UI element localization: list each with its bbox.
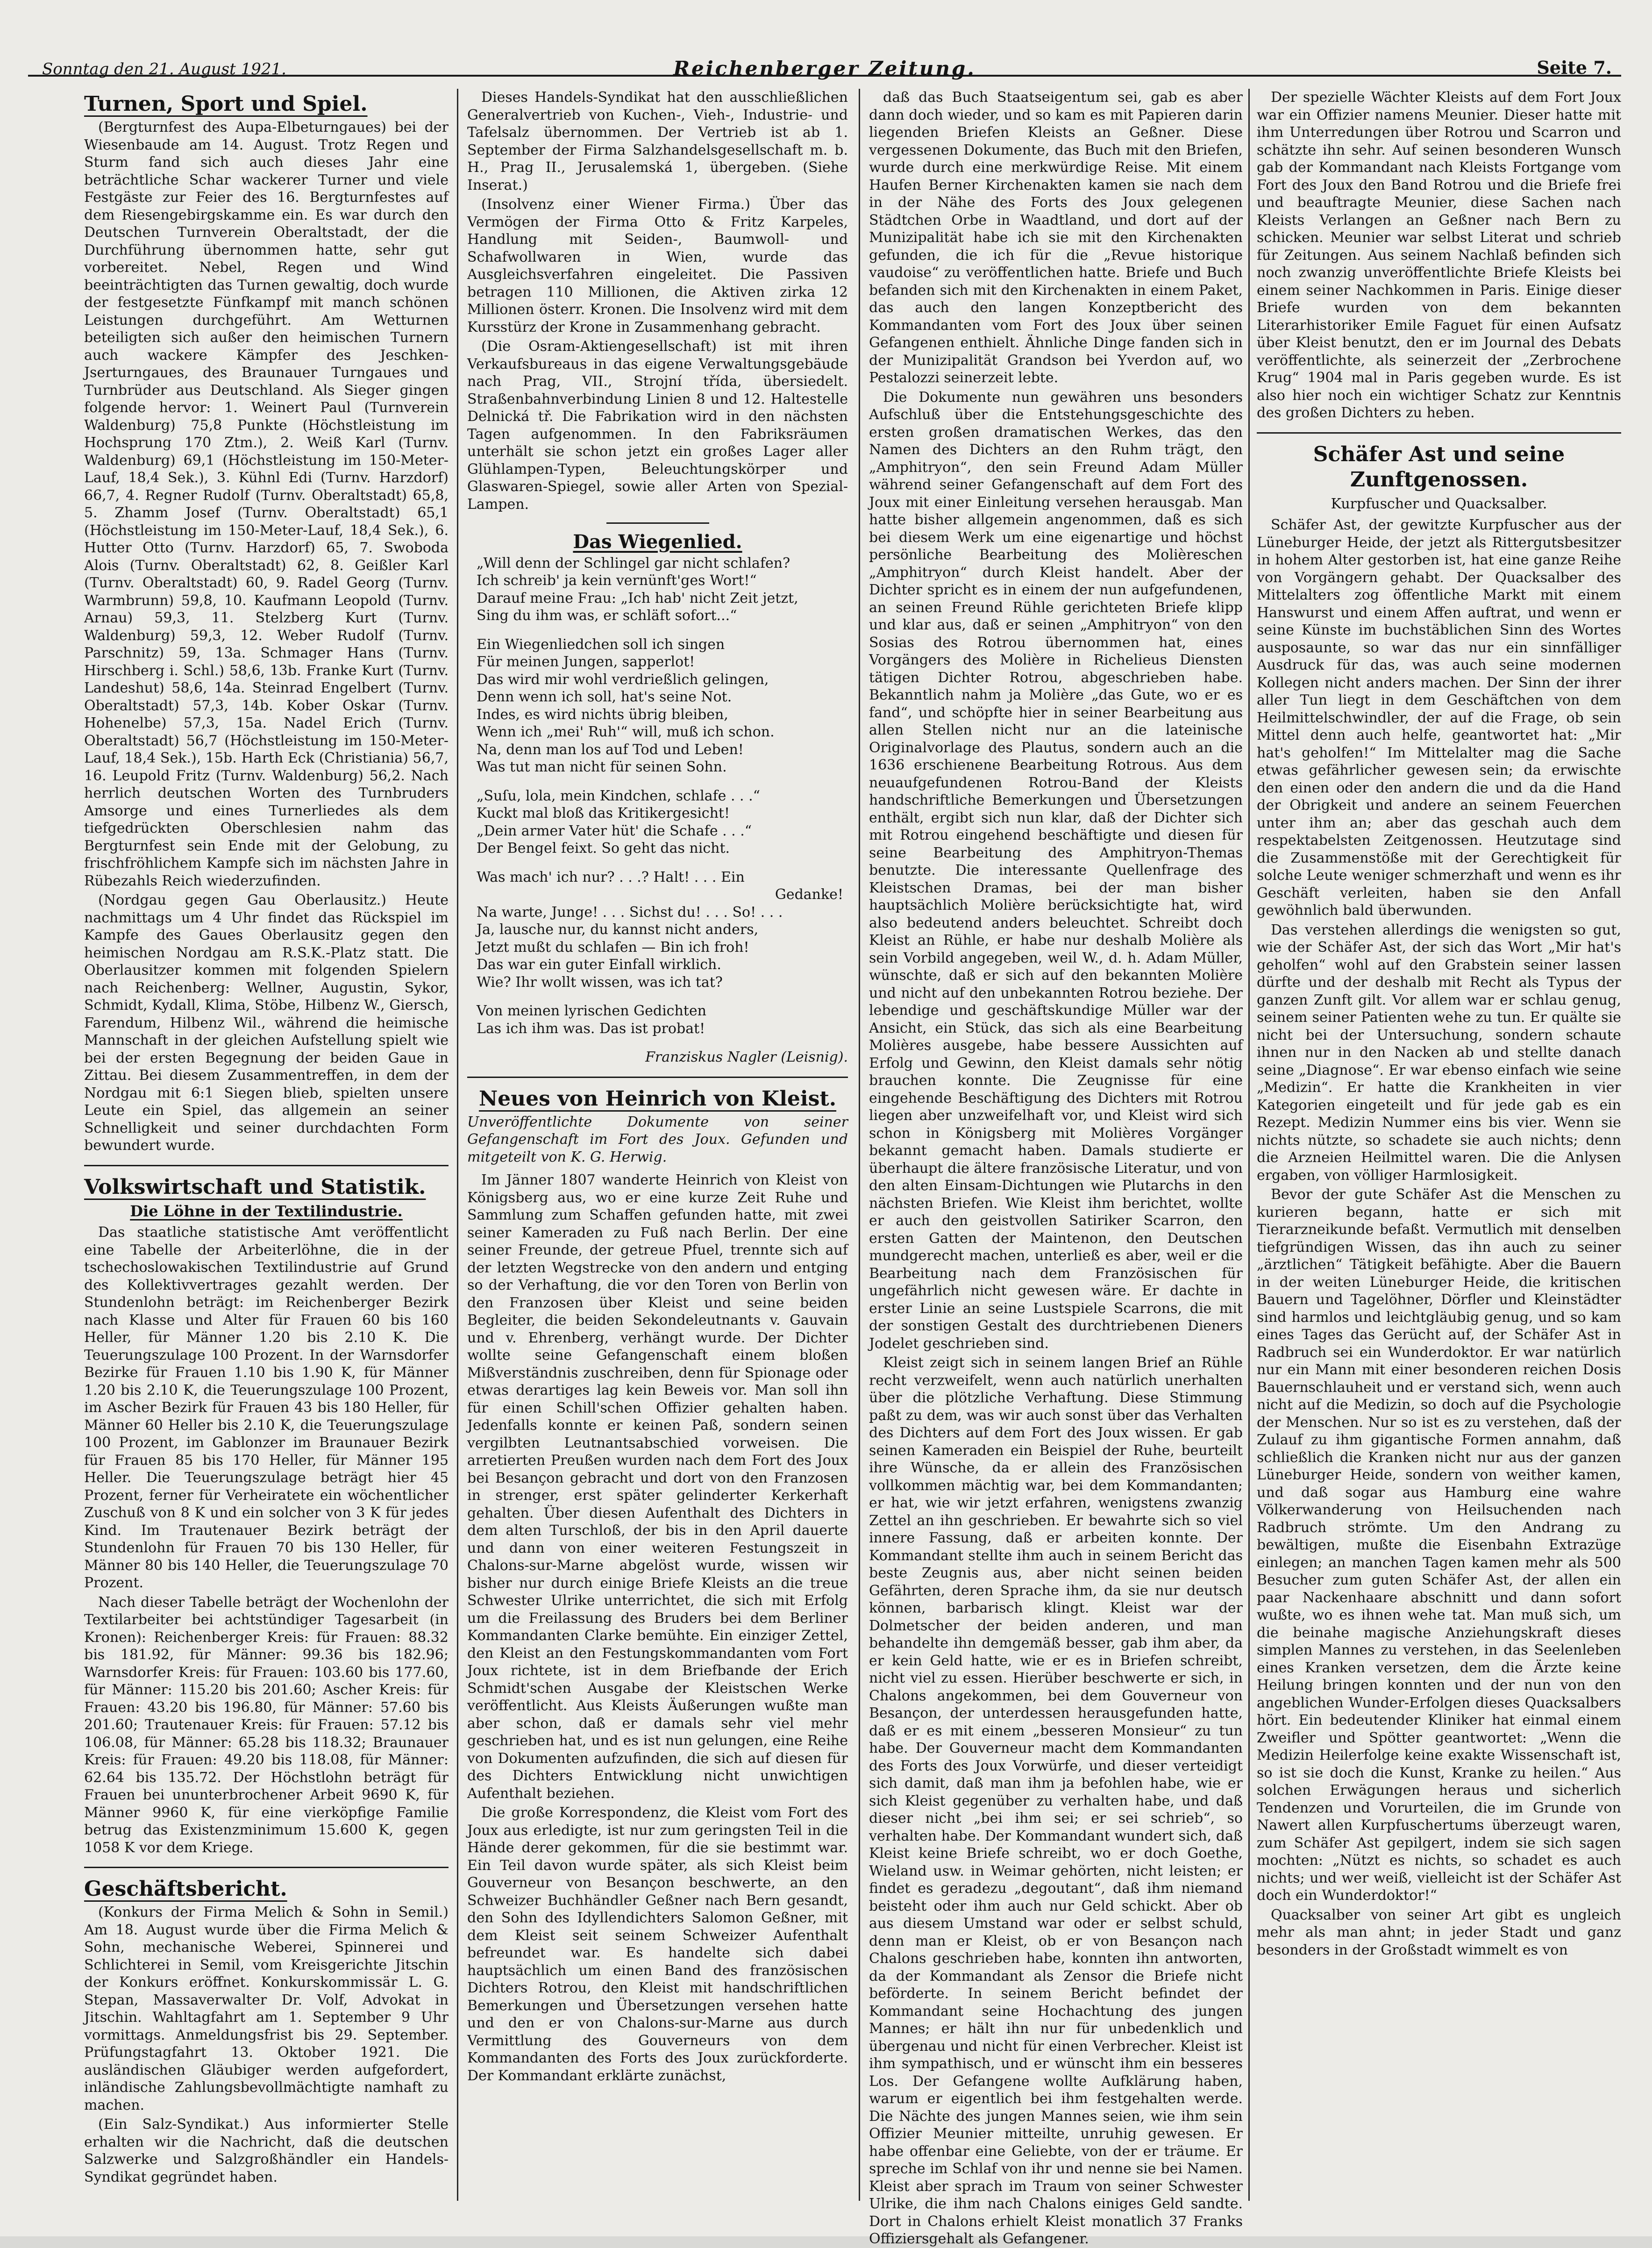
- section-heading-sport: Turnen, Sport und Spiel.: [84, 92, 368, 116]
- article-heading-kleist: Neues von Heinrich von Kleist.: [478, 1086, 837, 1111]
- header-date: Sonntag den 21. August 1921.: [42, 60, 286, 79]
- poem-line: Für meinen Jungen, sapperlot!: [477, 654, 695, 670]
- section-divider: [1257, 432, 1621, 434]
- poem-line: Jetzt mußt du schlafen — Bin ich froh!: [477, 939, 749, 956]
- page-number: Seite 7.: [1537, 57, 1612, 78]
- article-paragraph: (Nordgau gegen Gau Oberlausitz.) Heute nachmittags um 4 Uhr findet das Rückspiel im Kampfe des Gaues Oberlausitz gegen den heimischen Nordgau am R.S.K.-Platz statt. Die Oberlausitzer kommen mit folgenden Spielern nach Reichenberg: Wellner, Augustin, Sykor, Schmidt, Kydall, Klima, Stöbe, Hilbenz W., Giersch, Farendum, Hilbenz Wil., während die heimische Mannschaft in der gleichen Aufstellung spielt wie bei der ersten Begegnung der beiden Gaue in Zittau. Bei diesem Zusammentreffen, in dem der Nordgau mit 6:1 Siegen blieb, spielten unsere Leute ein Spiel, das allgemein an seiner Schnelligkeit und seiner durchdachten Form bewundert wurde.: [84, 892, 449, 1154]
- article-paragraph: (Die Osram-Aktiengesellschaft) ist mit ihren Verkaufsbureaus in das eigene Verwaltungsgebäude nach Prag, VII., Strojní třída, übersiedelt. Straßenbahnverbindung Linien 8 und 12. Haltestelle Delnická tř. Die Fabrikation wird in den nächsten Tagen aufgenommen. In den Fabriksräumen unterhält sie schon jetzt ein großes Lager aller Glühlampen-Typen, Beleuchtungskörper und Glaswaren-Spiegel, sowie aller Arten von Spezial-Lampen.: [467, 338, 848, 513]
- poem-line: Gedanke!: [775, 886, 843, 903]
- poem-title: Das Wiegenlied.: [573, 531, 742, 553]
- article-paragraph: Im Jänner 1807 wanderte Heinrich von Kleist von Königsberg aus, wo er eine kurze Zeit Ruhe und Sammlung zum Schaffen gefunden hatte, mit zwei seiner Kameraden zu Fuß nach Berlin. Der eine seiner Freunde, der getreue Pfuel, trennte sich auf der letzten Wegstrecke von den andern und entging so der Verhaftung, die vor den Toren von Berlin von den Franzosen über Kleist und seine beiden Begleiter, die beiden Sekondeleutnants v. Gauvain und v. Ehrenberg, verhängt wurde. Der Dichter wollte seine Gefangenschaft einem bloßen Mißverständnis zuschreiben, denn für Spionage oder etwas derartiges lag kein Beweis vor. Man soll ihn für einen Schill'schen Offizier gehalten haben. Jedenfalls konnte er keinen Paß, sondern seinen vergilbten Leutnantsabschied vorweisen. Die arretierten Preußen wurden nach dem Fort des Joux bei Besançon gebracht und dort von den Franzosen in strenger, erst später gelinderter Kerkerhaft gehalten. Über diesen Aufenthalt des Dichters in dem alten Turschloß, der bis in den April dauerte und dann von einer weiteren Festungszeit in Chalons-sur-Marne abgelöst wurde, wissen wir bisher nur durch einige Briefe Kleists an die treue Schwester Ulrike unterrichtet, die sich mit Erfolg um die Freilassung des Bruders bei dem Berliner Kommandanten Clarke bemühte. Ein einziger Zettel, den Kleist an den Festungskommandanten vom Fort Joux richtete, ist in dem Briefbande der Erich Schmidt'schen Ausgabe der Kleistschen Werke veröffentlicht. Aus Kleists Äußerungen wußte man aber schon, daß er damals sehr viel mehr geschrieben hat, und es ist nun gelungen, eine Reihe von Dokumenten aufzufinden, die sich auf diesen für des Dichters Entwicklung nicht unwichtigen Aufenthalt beziehen.: [467, 1172, 848, 1802]
- article-paragraph: (Insolvenz einer Wiener Firma.) Über das Vermögen der Firma Otto & Fritz Karpeles, Handlung mit Seiden-, Baumwoll- und Schafwollwaren in Wien, wurde das Ausgleichsverfahren eingeleitet. Die Passiven betragen 110 Millionen, die Aktiven zirka 12 Millionen österr. Kronen. Die Insolvenz wird mit dem Kursstürz der Krone in Zusammenhang gebracht.: [467, 196, 848, 335]
- poem-line: Was tut man nicht für seinen Sohn.: [477, 759, 727, 775]
- section-heading-economy: Volkswirtschaft und Statistik.: [84, 1175, 426, 1199]
- article-heading-schaefer-ast: Schäfer Ast und seine Zunftgenossen.: [1313, 442, 1565, 492]
- poem-line: Wenn ich „mei' Ruh'“ will, muß ich schon.: [477, 724, 775, 740]
- section-divider: [606, 522, 709, 524]
- article-paragraph: (Konkurs der Firma Melich & Sohn in Semil.) Am 18. August wurde über die Firma Melich & Sohn, mechanische Weberei, Spinnerei und Schlichterei in Semil, vom Kreisgerichte Jitschin der Konkurs eröffnet. Konkurskommissär L. G. Stepan, Massaverwalter Dr. Volf, Advokat in Jitschin. Wahltagfahrt am 1. September 9 Uhr vormittags. Anmeldungsfrist bis 29. September. Prüfungstagfahrt 13. Oktober 1921. Die ausländischen Gläubiger werden aufgefordert, inländische Zahlungsbevollmächtigte namhaft zu machen.: [84, 1904, 449, 2113]
- section-divider: [84, 1867, 449, 1868]
- column-rule: [457, 89, 458, 2201]
- poem-stanza: [477, 869, 848, 992]
- article-paragraph: Die große Korrespondenz, die Kleist vom Fort des Joux aus erledigte, ist nur zum geringsten Teil in die Hände derer gekommen, für die sie bestimmt war. Ein Teil davon wurde später, als sich Kleist beim Gouverneur von Besançon beschwerte, an den Schweizer Buchhändler Geßner nach Bern gesandt, den Sohn des Idyllendichters Salomon Geßner, mit dem Kleist seit seinem Schweizer Aufenthalt befreundet war. Es handelte sich dabei hauptsächlich um einen Band des französischen Dichters Rotrou, den Kleist mit handschriftlichen Bemerkungen und Übersetzungen versehen hatte und den er von Chalons-sur-Marne aus durch Vermittlung des Gouverneurs von dem Kommandanten des Forts des Joux zurückforderte. Der Kommandant erklärte zunächst,: [467, 1805, 848, 2084]
- column-rule: [859, 89, 860, 2201]
- poem-line: Wie? Ihr wollt wissen, was ich tat?: [477, 974, 723, 991]
- article-paragraph: (Ein Salz-Syndikat.) Aus informierter Stelle erhalten wir die Nachricht, daß die deutschen Salzwerke und Salzgroßhändler ein Handels-Syndikat gegründet haben.: [84, 2116, 449, 2185]
- poem-line: Na warte, Junge! . . . Sichst du! . . . So! . . .: [477, 904, 783, 921]
- section-heading-business: Geschäftsbericht.: [84, 1877, 287, 1901]
- article-paragraph: Kleist zeigt sich in seinem langen Brief an Rühle recht verzweifelt, wenn auch natürlich unerhalten über die plötzliche Verhaftung. Diese Stimmung paßt zu dem, was wir auch sonst über das Verhalten des Dichters auf dem Fort des Joux wissen. Er gab seinen Kameraden ein Beispiel der Ruhe, beurteilt ihre Wünsche, da er allein des Französischen vollkommen mächtig war, bei dem Kommandanten; er hat, wie wir jetzt erfahren, wenigstens zwanzig Zettel an ihn geschrieben. Er bewahrte sich so viel innere Fassung, daß er arbeiten konnte. Der Kommandant stellte ihm auch in seinem Bericht das beste Zeugnis aus, aber nicht seinen beiden Gefährten, deren Sprache ihm, da sie nur deutsch können, barbarisch klingt. Kleist war der Dolmetscher der beiden anderen, und man behandelte ihn demgemäß besser, gab ihm aber, da er kein Geld hatte, wie er es in Briefen schreibt, nicht viel zu essen. Hierüber beschwerte er sich, in Chalons angekommen, bei dem Gouverneur von Besançon, der unterdessen herausgefunden hatte, daß er es mit einem „besseren Monsieur“ zu tun habe. Der Gouverneur macht dem Kommandanten des Forts des Joux Vorwürfe, und dieser verteidigt sich damit, daß man ihm ja befohlen habe, wie er sich Kleist gegenüber zu verhalten habe, und daß dieser nicht „bei ihm sei; er sei schrieb“, so verhalten habe. Der Kommandant wundert sich, daß Kleist keine Briefe schreibt, wo er doch Goethe, Wieland usw. in Weimar gehörten, nicht leisten; er findet es geradezu „degoutant“, daß ihm niemand beisteht oder ihm auch nur Geld schickt. Aber ob aus diesem Umstand war oder er selbst schuld, denn man er Kleist, ob er von Besançon nach Chalons geschrieben habe, konnten ihn antworten, da der Kommandant als Zensor die Briefe nicht beförderte. In seinem Bericht befindet der Kommandant seine Hochachtung des jungen Mannes; er hält ihn nur für unbedenklich und übergenau und nicht für einen Verbrecher. Kleist ist ihm sympathisch, und er wünscht ihm ein besseres Los. Der Gefangene wollte Aufklärung haben, warum er eigentlich bei ihm festgehalten werde. Die Nächte des jungen Mannes seien, wie ihm sein Offizier Meunier mitteilte, unruhig gewesen. Er habe offenbar eine Geliebte, von der er träume. Er spreche im Schlaf von ihr und nenne sie bei Namen. Kleist aber sprach im Traum von seiner Schwester Ulrike, die ihm nach Chalons einiges Geld sandte. Dort in Chalons erhielt Kleist monatlich 37 Franks Offiziersgehalt als Gefangener.: [869, 1355, 1243, 2247]
- article-paragraph: Schäfer Ast, der gewitzte Kurpfuscher aus der Lüneburger Heide, der jetzt als Rittergutsbesitzer in hohem Alter gestorben ist, hat eine ganze Reihe von Vorgängern gehabt. Der Quacksalber des Mittelalters zog öffentliche Markt mit einem Hanswurst und einem Affen auftrat, und wenn er seine Künste im buchstäblichen Sinn des Wortes ausposaunte, so war das nur ein sinnfälliger Ausdruck für das, was auch seine modernen Kollegen nicht anders machen. Der Sinn der ihrer aller Tun liegt in dem Geschäftchen von dem Heilmittelschwindler, der auf die Frage, ob sein Mittel denn auch helfe, geantwortet hat: „Mir hat's geholfen!“ Im Mittelalter mag die Sache etwas gefährlicher gewesen sein; da erwischte den einen oder den andern die und da die Hand der Obrigkeit und andere an seinem Feuerchen unter ihm an; aber das geschah auch dem respektabelsten Zeitgenossen. Heutzutage sind die Zusammenstöße mit der Gerechtigkeit für solche Leute weniger schmerzhaft und wenn es ihr Geschäft verleiten, haben sie den Anfall gewöhnlich bald überwunden.: [1257, 517, 1621, 919]
- poem-line: „Dein armer Vater hüt' die Schafe . . .“: [477, 822, 752, 839]
- poem-stanza: [477, 1002, 848, 1037]
- article-paragraph: Dieses Handels-Syndikat hat den ausschließlichen Generalvertrieb von Kuchen-, Vieh-, Industrie- und Tafelsalz übernommen. Der Vertrieb ist ab 1. September der Firma Salzhandelsgesellschaft m. b. H., Prag II., Jerusalemská 1, übergeben. (Siehe Inserat.): [467, 89, 848, 193]
- poem-line: Was mach' ich nur? . . .? Halt! . . . Ein: [477, 869, 745, 885]
- poem-line: „Will denn der Schlingel gar nicht schlafen?: [477, 555, 790, 571]
- poem-stanza: [477, 555, 848, 625]
- column-4: [1257, 89, 1621, 2201]
- article-paragraph: Nach dieser Tabelle beträgt der Wochenlohn der Textilarbeiter bei achtstündiger Tagesarbeit (in Kronen): Reichenberger Kreis: für Frauen: 88.32 bis 181.92, für Männer: 99.36 bis 182.96; Warnsdorfer Kreis: für Frauen: 103.60 bis 177.60, für Männer: 115.20 bis 201.60; Ascher Kreis: für Frauen: 43.20 bis 196.80, für Männer: 57.60 bis 201.60; Trautenauer Kreis: für Frauen: 57.12 bis 106.08, für Männer: 65.28 bis 118.32; Braunauer Kreis: für Frauen: 49.20 bis 118.08, für Männer: 62.64 bis 135.72. Der Höchstlohn beträgt für Frauen bei ununterbrochener Arbeit 9690 K, für Männer 9960 K, für eine vierköpfige Familie betrug das Existenzminimum 15.600 K, gegen 1058 K vor dem Kriege.: [84, 1594, 449, 1856]
- column-1: [84, 89, 449, 2201]
- column-rule: [1248, 89, 1250, 2201]
- article-paragraph: Die Dokumente nun gewähren uns besonders Aufschluß über die Entstehungsgeschichte des ersten großen dramatischen Werkes, das den Namen des Dichters an den Ruhm trägt, den „Amphitryon“, den sein Freund Adam Müller während seiner Gefangenschaft auf dem Fort des Joux mit einer Einleitung versehen herausgab. Man hatte bisher allgemein angenommen, daß es sich bei diesem Werk um eine eigenartige und höchst persönliche Bearbeitung des Molièreschen „Amphitryon“ durch Kleist handelt. Aber der Dichter spricht es in einem der nun aufgefundenen, an seinen Freund Rühle gerichteten Briefe klipp und klar aus, daß er seinen „Amphitryon“ von den Sosias des Rotrou übernommen hat, eines Vorgängers des Molière in Richelieus Diensten tätigen Dichter Rotrou, abgeschrieben habe. Bekanntlich nahm ja Molière „das Gute, wo er es fand“, und schöpfte hier in seiner Bearbeitung aus allen Stellen nicht nur an die lateinische Originalvorlage des Plautus, sondern auch an die 1636 erschienene Bearbeitung Rotrous. Aus dem neuaufgefundenen Rotrou-Band der Kleists handschriftliche Bemerkungen und Übersetzungen enthält, ergibt sich nun klar, daß der Dichter sich mit Rotrou eingehend beschäftigte und diesen für seine Bearbeitung des Amphitryon-Themas benutzte. Die interessante Quellenfrage des Kleistschen Dramas, bei der man bisher hauptsächlich Molière berücksichtigte hat, wird also bedeutend anders beleuchtet. Schreibt doch Kleist an Rühle, er habe nur deshalb Molière als sein Vorbild angegeben, weil W., d. h. Adam Müller, wünschte, daß er sich auf den bekannten Molière und nicht auf den unbekannten Rotrou beziehe. Der lebendige und geschäftskundige Müller war der Ansicht, ein Stück, das sich als eine Bearbeitung Molières ausgebe, habe bessere Aussichten auf Erfolg und Gewinn, den Kleist damals sehr nötig brauchen konnte. Die Zeugnisse für eine eingehende Beschäftigung des Dichters mit Rotrou liegen aber unzweifelhaft vor, und Kleist wird sich schon in Königsberg mit Molières Vorgänger bekannt gemacht haben. Damals studierte er überhaupt die ältere französische Literatur, und von den alten Einsam-Dichtungen wie Plutarchs in den nächsten Briefen. Wie Kleist ihm berichtet, wollte er auch den geistvollen Satiriker Scarron, den ersten Gatten der Maintenon, den Deutschen mundgerecht machen, unterließ es aber, weil er die Bearbeitung nach dem Französischen für ungefährlich nicht gewesen wäre. Er dachte in erster Linie an seine Lustspiele Scarrons, die mit der sonstigen Gestalt des durchtriebenen Dieners Jodelet geschrieben sind.: [869, 389, 1243, 1352]
- poem-line: Ein Wiegenliedchen soll ich singen: [477, 636, 725, 653]
- article-paragraph: Bevor der gute Schäfer Ast die Menschen zu kurieren begann, hatte er sich mit Tierarzneikunde befaßt. Vermutlich mit denselben tiefgründigen Wissen, das ihn auch zu seiner „ärztlichen“ Tätigkeit befähigte. Aber die Bauern in der weiten Lüneburger Heide, die kritischen Bauern und Tagelöhner, Dörfler und Kleinstädter sind harmlos und leichtgläubig genug, und so kam eines Tages das Gerücht auf, der Schäfer Ast in Radbruch sei ein Wunderdoktor. Er war natürlich nur ein Mann mit einer besonderen reichen Dosis Bauernschlauheit und er verstand sich, wenn auch nicht auf die Medizin, so doch auf die Psychologie der Menschen. Nur so ist es zu verstehen, daß der Zulauf zu ihm gigantische Formen annahm, daß schließlich die Kranken nicht nur aus der ganzen Lüneburger Heide, sondern von weither kamen, und daß sogar aus Hamburg eine wahre Völkerwanderung von Heilsuchenden nach Radbruch strömte. Um den Andrang zu bewältigen, mußte die Eisenbahn Extrazüge einlegen; an manchen Tagen kamen mehr als 500 Besucher zum guten Schäfer Ast, der allen ein paar Nackenhaare abschnitt und dann sofort wußte, wo es ihnen wehe tat. Man muß sich, um die beinahe magische Anziehungskraft dieses simplen Mannes zu verstehen, in das Seelenleben eines Kranken versetzen, dem die Ärzte keine Heilung bringen konnten und der nun von den angeblichen Wunder-Erfolgen dieses Quacksalbers hört. Ein bedeutender Kliniker hat einmal einem Zweifler und Spötter geantwortet: „Wenn die Medizin Heilerfolge keine exakte Wissenschaft ist, so ist sie doch die Kunst, Kranke zu heilen.“ Aus solchen Erwägungen heraus und sicherlich Tendenzen und Vorurteilen, die im Grunde von Nawert allen Kurpfuschertums überzeugt waren, zum Schäfer Ast gepilgert, indem sie sich sagen mochten: „Nützt es nichts, so schadet es auch nichts; und wer weiß, vielleicht ist der Schäfer Ast doch ein Wunderdoktor!“: [1257, 1186, 1621, 1904]
- article-paragraph: Quacksalber von seiner Art gibt es ungleich mehr als man ahnt; in jeder Stadt und ganz besonders in der Großstadt wimmelt es von: [1257, 1906, 1621, 1958]
- article-paragraph: daß das Buch Staatseigentum sei, gab es aber dann doch wieder, und so kam es mit Papieren darin liegenden Briefen Kleists an Geßner. Diese vergessenen Dokumente, das Buch mit den Briefen, wurde durch eine merkwürdige Reise. Mit einem Haufen Berner Kirchenakten kamen sie nach dem in der Nähe des Forts des Joux gelegenen Städtchen Orbe in Waadtland, und dort auf der Munizipalität habe ich sie mit den Kirchenakten gefunden, die ich für die „Revue historique vaudoise“ zu veröffentlichen hatte. Briefe und Buch befanden sich mit den Kirchenakten in einem Paket, das auch den langen Konzeptbericht des Kommandanten vom Fort des Joux über seinen Gefangenen enthielt. Ähnliche Dinge fanden sich in der Munizipalität Grandson bei Yverdon auf, wo Pestalozzi seinerzeit lebte.: [869, 89, 1243, 386]
- poem-line: Sing du ihm was, er schläft sofort...“: [477, 607, 737, 624]
- article-paragraph: Der spezielle Wächter Kleists auf dem Fort Joux war ein Offizier namens Meunier. Dieser hatte mit ihm Unterredungen über Rotrou und Scarron und schätzte ihn sehr. Auf seinen besonderen Wunsch gab der Kommandant nach Kleists Fortgange vom Fort des Joux den Band Rotrou und die Briefe frei und beauftragte Meunier, diese Sachen nach Kleists Verlangen an Geßner nach Bern zu schicken. Meunier war selbst Literat und schrieb für Zeitungen. Aus seinem Nachlaß befinden sich noch zwanzig unveröffentlichte Briefe Kleists bei einem seiner Nachkommen in Paris. Einige dieser Briefe wurden von dem bekannten Literarhistoriker Emile Faguet für einen Aufsatz über Kleist benutzt, den er im Journal des Debats veröffentlichte, als seinerzeit der „Zerbrochene Krug“ 1904 mal in Paris gegeben wurde. Es ist also hier noch ein wichtiger Schatz zur Kenntnis des großen Dichters zu heben.: [1257, 89, 1621, 421]
- page-header: [28, 33, 1621, 80]
- article-lead: Unveröffentlichte Dokumente von seiner Gefangenschaft im Fort des Joux. Gefunden und mitgeteilt von K. G. Herwig.: [467, 1113, 848, 1165]
- poem-line: Ich schreib' ja kein vernünft'ges Wort!“: [477, 572, 757, 589]
- column-3: [869, 89, 1243, 2247]
- article-paragraph: Das verstehen allerdings die wenigsten so gut, wie der Schäfer Ast, der sich das Wort „Mir hat's geholfen“ wohl auf den Grabstein seiner lassen dürfte und der deshalb mit Recht als Typus der ganzen Zunft gilt. Vor allem war er schlau genug, seinem seiner Patienten wehe zu tun. Er quälte sie nicht bei der Untersuchung, sondern schaute ihnen nur in den Nacken ab und stellte danach seine „Diagnose“. Er war ebenso einfach wie seine „Medizin“. Er hatte die Krankheiten in vier Kategorien eingeteilt und für jede gab es ein Rezept. Medizin Nummer eins bis vier. Wenn sie nichts nützte, so schadete sie auch nichts; denn die Arzneien Heilmittel waren. Die die Anlysen ergaben, von völliger Harmlosigkeit.: [1257, 921, 1621, 1184]
- article-paragraph: (Bergturnfest des Aupa-Elbeturngaues) bei der Wiesenbaude am 14. August. Trotz Regen und Sturm fand sich auch dieses Jahr eine beträchtliche Schar wackerer Turner und viele Festgäste zur Feier des 16. Bergturnfestes auf dem Riesengebirgskamme ein. Es war durch den Deutschen Turnverein Oberaltstadt, der die Durchführung übernommen hatte, sehr gut vorbereitet. Nebel, Regen und Wind beeinträchtigten das Turnen gewaltig, doch wurde der festgesetzte Fünfkampf mit manch schönen Leistungen durchgeführt. Am Wetturnen beteiligten sich außer den heimischen Turnern auch wackere Kämpfer des Jeschken-Jserturngaues, des Braunauer Turngaues und Turnbrüder aus Deutschland. Als Sieger gingen folgende hervor: 1. Weinert Paul (Turnverein Waldenburg) 75,8 Punkte (Höchstleistung im Hochsprung 170 Ztm.), 2. Weiß Karl (Turnv. Waldenburg) 69,1 (Höchstleistung im 150-Meter-Lauf, 18,4 Sek.), 3. Kühnl Edi (Turnv. Harzdorf) 66,7, 4. Regner Rudolf (Turnv. Oberaltstadt) 65,8, 5. Zhamm Josef (Turnv. Oberaltstadt) 65,1 (Höchstleistung im 150-Meter-Lauf, 18,4 Sek.), 6. Hutter Otto (Turnv. Harzdorf) 65, 7. Swoboda Alois (Turnv. Oberaltstadt) 62, 8. Geißler Karl (Turnv. Oberaltstadt) 60, 9. Radel Georg (Turnv. Warmbrunn) 59,8, 10. Kaufmann Leopold (Turnv. Arnau) 59,3, 11. Stelzberg Kurt (Turnv. Waldenburg) 59,3, 12. Weber Rudolf (Turnv. Parschnitz) 59, 13a. Schmager Hans (Turnv. Hirschberg i. Schl.) 58,6, 13b. Franke Kurt (Turnv. Landeshut) 58,6, 14a. Steinrad Engelbert (Turnv. Oberaltstadt) 57,3, 14b. Kober Oskar (Turnv. Hohenelbe) 57,3, 15a. Nadel Erich (Turnv. Oberaltstadt) 56,7 (Höchstleistung im 150-Meter-Lauf, 18,4 Sek.), 15b. Harth Eck (Christiania) 56,7, 16. Leupold Fritz (Turnv. Waldenburg) 56,2. Nach herrlich deutschen Worten des Turnbruders Amsorge und eines Turnerliedes als dem tiefgedrückten Oberschlesien nahm das Bergturnfest sein Ende mit der Gelobung, zu frischfröhlichem Kampfe sich im nächsten Jahre in Rübezahls Reich wiederzufinden.: [84, 119, 449, 889]
- poem-line: Das war ein guter Einfall wirklich.: [477, 956, 721, 973]
- section-divider: [84, 1165, 449, 1166]
- poem-line: „Suſu, lola, mein Kindchen, schlafe . . .“: [477, 787, 760, 804]
- poem-line: Kuckt mal bloß das Kritikergesicht!: [477, 805, 730, 821]
- poem-line: Denn wenn ich soll, hat's seine Not.: [477, 689, 732, 705]
- poem-line: Las ich ihm was. Das ist probat!: [477, 1020, 705, 1037]
- poem-stanza: [477, 787, 848, 857]
- poem-line: Darauf meine Frau: „Ich hab' nicht Zeit jetzt,: [477, 590, 798, 607]
- poem-stanza: [477, 636, 848, 776]
- article-subheading: Die Löhne in der Textilindustrie.: [130, 1202, 403, 1220]
- article-paragraph: Das staatliche statistische Amt veröffentlicht eine Tabelle der Arbeiterlöhne, die in der tschechoslowakischen Textilindustrie auf Grund des Kollektivvertrages gezahlt werden. Der Stundenlohn beträgt: im Reichenberger Bezirk nach Klasse und Alter für Frauen 60 bis 160 Heller, für Männer 1.20 bis 2.10 K. Die Teuerungszulage 100 Prozent. In der Warnsdorfer Bezirke für Frauen 1.10 bis 1.90 K, für Männer 1.20 bis 2.10 K, die Teuerungszulage 100 Prozent, im Ascher Bezirk für Frauen 43 bis 180 Heller, für Männer 60 Heller bis 2.10 K, die Teuerungszulage 100 Prozent, im Gablonzer im Braunauer Bezirk für Frauen 85 bis 170 Heller, für Männer 195 Heller. Die Teuerungszulage beträgt hier 45 Prozent, ferner für Verheiratete ein wöchentlicher Zuschuß von 8 K und ein solcher von 3 K für jedes Kind. Im Trautenauer Bezirk beträgt der Stundenlohn für Frauen 70 bis 130 Heller, für Männer 80 bis 140 Heller, die Teuerungszulage 70 Prozent.: [84, 1224, 449, 1591]
- column-2: [467, 89, 848, 2201]
- poem-line: Von meinen lyrischen Gedichten: [477, 1003, 706, 1019]
- newspaper-title: Reichenberger Zeitung.: [673, 57, 976, 80]
- poem-line: Na, denn man los auf Tod und Leben!: [477, 741, 744, 758]
- section-divider: [467, 1077, 848, 1078]
- poem-line: Indes, es wird nichts übrig bleiben,: [477, 706, 728, 723]
- article-subheading: Kurpfuscher und Quacksalber.: [1331, 495, 1547, 512]
- poem-line: Ja, lausche nur, du kannst nicht anders,: [477, 921, 759, 938]
- poem-author: Franziskus Nagler (Leisnig).: [645, 1049, 848, 1065]
- poem-line: Der Bengel feixt. So geht das nicht.: [477, 840, 730, 856]
- poem-line: Das wird mir wohl verdrießlich gelingen,: [477, 671, 769, 688]
